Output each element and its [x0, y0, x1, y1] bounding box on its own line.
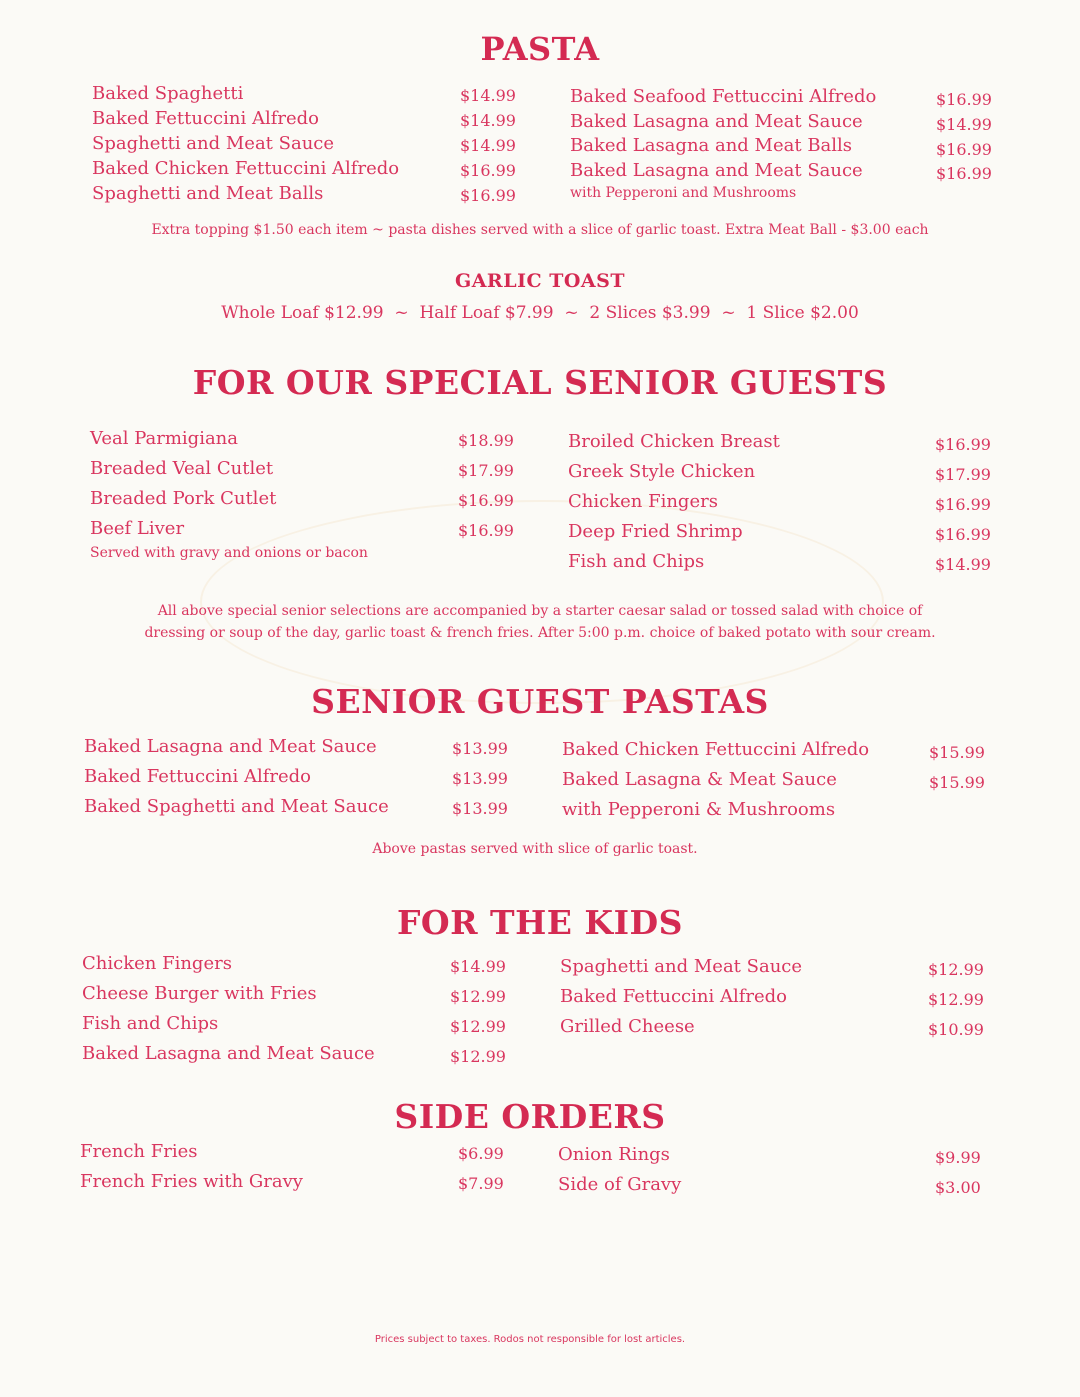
menu-item-name: Baked Seafood Fettuccini Alfredo [570, 86, 877, 107]
menu-item-name: Spaghetti and Meat Balls [92, 183, 324, 204]
menu-item-price: $10.99 [928, 1020, 984, 1039]
menu-item-name: Baked Fettuccini Alfredo [84, 766, 312, 787]
menu-item-price: $16.99 [460, 186, 516, 205]
menu-item-name: Baked Chicken Fettuccini Alfredo [562, 739, 870, 760]
menu-item-subtext: with Pepperoni and Mushrooms [570, 185, 797, 201]
menu-item-price: $9.99 [935, 1148, 981, 1167]
senior-note-line-1: All above special senior selections are accompanied by a starter caesar salad or tossed salad with choice of [157, 603, 923, 619]
menu-item-price: $14.99 [450, 957, 506, 976]
menu-item-price: $14.99 [935, 555, 991, 574]
menu-item-name: Side of Gravy [558, 1174, 682, 1195]
menu-item-name: Baked Lasagna and Meat Sauce [570, 160, 863, 181]
menu-item-price: $16.99 [935, 435, 991, 454]
menu-item-name: Greek Style Chicken [568, 461, 756, 482]
menu-item-price: $13.99 [452, 799, 508, 818]
senior-note-line-2: dressing or soup of the day, garlic toast & french fries. After 5:00 p.m. choice of baked potato with sour cream. [144, 625, 936, 641]
menu-item-price: $15.99 [929, 773, 985, 792]
menu-item-name: Baked Spaghetti [92, 83, 244, 104]
menu-item-price: $13.99 [452, 769, 508, 788]
menu-item-price: $15.99 [929, 743, 985, 762]
menu-item-name: Baked Lasagna and Meat Sauce [570, 111, 863, 132]
pasta-note: Extra topping $1.50 each item ~ pasta dishes served with a slice of garlic toast. Extra Meat Ball - $3.00 each [151, 222, 929, 238]
menu-item-price: $16.99 [458, 521, 514, 540]
menu-item-price: $12.99 [928, 990, 984, 1009]
menu-item-name: Chicken Fingers [82, 953, 232, 974]
menu-item-name: Chicken Fingers [568, 491, 718, 512]
menu-item-price: $16.99 [460, 161, 516, 180]
menu-item-name: Grilled Cheese [560, 1016, 695, 1037]
section-title-garlic-toast: GARLIC TOAST [454, 270, 626, 292]
menu-item-name: Spaghetti and Meat Sauce [560, 956, 803, 977]
menu-item-name: Breaded Veal Cutlet [90, 458, 274, 479]
footer-disclaimer: Prices subject to taxes. Rodos not responsible for lost articles. [374, 1334, 686, 1345]
menu-item-name: Breaded Pork Cutlet [90, 488, 277, 509]
menu-item-name: Baked Chicken Fettuccini Alfredo [92, 158, 400, 179]
menu-item-name: Baked Lasagna & Meat Sauce [562, 769, 837, 790]
menu-item-price: $6.99 [458, 1144, 504, 1163]
menu-item-price: $14.99 [460, 86, 516, 105]
menu-item-name: Baked Fettuccini Alfredo [92, 108, 320, 129]
menu-item-name: Cheese Burger with Fries [82, 983, 317, 1004]
menu-item-price: $7.99 [458, 1174, 504, 1193]
menu-item-price: $18.99 [458, 431, 514, 450]
menu-item-name: Veal Parmigiana [90, 428, 239, 449]
menu-item-price: $14.99 [460, 111, 516, 130]
menu-item-name: French Fries with Gravy [80, 1171, 303, 1192]
section-title-senior-guests: FOR OUR SPECIAL SENIOR GUESTS [192, 363, 888, 402]
menu-item-subtext: with Pepperoni & Mushrooms [562, 799, 836, 820]
menu-item-name: French Fries [80, 1141, 198, 1162]
menu-item-name: Baked Lasagna and Meat Balls [570, 135, 853, 156]
menu-item-name: Fish and Chips [82, 1013, 219, 1034]
menu-item-price: $16.99 [936, 140, 992, 159]
menu-item-price: $3.00 [935, 1178, 981, 1197]
menu-item-price: $12.99 [450, 1047, 506, 1066]
menu-item-price: $12.99 [450, 987, 506, 1006]
menu-item-name: Beef Liver [90, 518, 185, 539]
menu-item-price: $16.99 [458, 491, 514, 510]
menu-item-price: $14.99 [460, 136, 516, 155]
menu-item-name: Baked Fettuccini Alfredo [560, 986, 788, 1007]
menu-item-price: $16.99 [935, 495, 991, 514]
menu-item-name: Baked Lasagna and Meat Sauce [82, 1043, 375, 1064]
garlic-toast-prices: Whole Loaf $12.99 ~ Half Loaf $7.99 ~ 2 Slices $3.99 ~ 1 Slice $2.00 [221, 303, 859, 323]
menu-item-price: $13.99 [452, 739, 508, 758]
menu-item-name: Spaghetti and Meat Sauce [92, 133, 335, 154]
menu-item-price: $12.99 [450, 1017, 506, 1036]
menu-item-price: $16.99 [936, 164, 992, 183]
section-title-pasta: PASTA [480, 30, 600, 68]
menu-item-name: Baked Spaghetti and Meat Sauce [84, 796, 389, 817]
menu-item-name: Broiled Chicken Breast [568, 431, 780, 452]
menu-item-subtext: Served with gravy and onions or bacon [90, 545, 368, 561]
menu-item-price: $17.99 [935, 465, 991, 484]
section-title-kids: FOR THE KIDS [396, 903, 684, 942]
menu-item-price: $17.99 [458, 461, 514, 480]
section-title-senior-guest-pastas: SENIOR GUEST PASTAS [311, 682, 769, 721]
senior-pastas-note: Above pastas served with slice of garlic toast. [372, 841, 698, 857]
menu-item-price: $14.99 [936, 115, 992, 134]
menu-item-name: Deep Fried Shrimp [568, 521, 743, 542]
menu-item-price: $16.99 [936, 90, 992, 109]
menu-item-price: $12.99 [928, 960, 984, 979]
menu-item-name: Fish and Chips [568, 551, 705, 572]
menu-item-name: Baked Lasagna and Meat Sauce [84, 736, 377, 757]
menu-item-price: $16.99 [935, 525, 991, 544]
section-title-side-orders: SIDE ORDERS [394, 1097, 666, 1136]
background-watermark [200, 500, 884, 704]
menu-item-name: Onion Rings [558, 1144, 670, 1165]
